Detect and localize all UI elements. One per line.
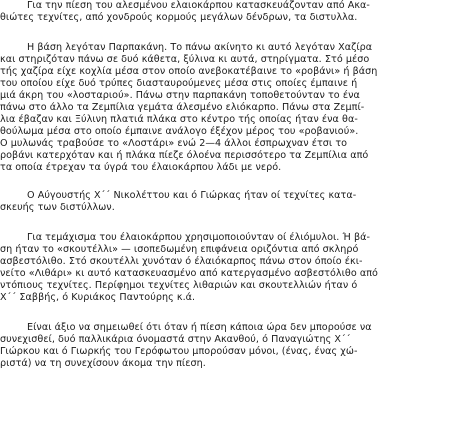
text-line: και στηριζόταν πάνω σε δυό κάθετα, ξύλινα κι αυτά, στηρίγματα. Στό μέσο xyxy=(0,54,370,65)
text-line: θούλωμα μέσα στο οποίο έμπαινε ανάλογο έξέχον μέρος του «ροβανιού». xyxy=(0,126,359,137)
text-line: τα οποία έτρεχαν τα ύγρά του έλαιοκάρπου λάδι με νερό. xyxy=(0,162,282,173)
text-line: τής χαζίρα είχε κοχλία μέσα στον οποίο ανεβοκατέβαινε το «ροβάνι» ή βάση xyxy=(0,66,378,77)
text-line: του οποίου είχε δυό τρύπες διασταυρούμενες μέσα στις οποίες έμπαινε ή xyxy=(0,78,358,89)
text-line: Ο Αύγουστής Χ΄΄ Νικολέττου και ό Γιώρκας ήταν οί τεχνίτες κατα- xyxy=(27,190,357,201)
text-line: ριστά) να τη συνεχίσουν άκομα την πίεση. xyxy=(0,358,206,369)
text-line: ασβεστόλιθο. Στό σκουτέλλι χυνόταν ό έλαιόκαρπος πάνω στον όποίο έκι- xyxy=(0,256,363,267)
text-line: Για την πίεση του αλεσμένου ελαιοκάρπου κατασκευάζονταν από Ακα- xyxy=(27,0,370,11)
text-line: μιά άκρη του «λοσταριού». Πάνω στην παρπακάνη τοποθετούνταν το ένα xyxy=(0,90,360,101)
text-line: συνεχισθεί, δυό παλλικάρια όνομαστά στην Ακανθού, ό Παναγιώτης Χ΄΄ xyxy=(0,334,351,345)
text-line: Για τεμάχισμα του έλαιοκάρπου χρησιμοποιούνταν οί έλιόμυλοι. Ή βά- xyxy=(27,232,371,243)
text-line: Είναι άξιο να σημειωθεί ότι όταν ή πίεση κάποια ώρα δεν μπορούσε να xyxy=(27,322,372,333)
text-line: πάνω στο άλλο τα Ζεμπίλια γεμάτα άλεσμένο ελιόκαρπο. Πάνω στα Ζεμπί- xyxy=(0,102,365,113)
text-line: ροβάνι κατερχόταν και ή πλάκα πίεζε όλοένα περισσότερο τα Ζεμπίλια από xyxy=(0,150,369,161)
text-line: Γιώρκου και ό Γιωρκής του Γερόφωτου μπορούσαν μόνοι, (ένας, ένας χώ- xyxy=(0,346,358,357)
text-line: σκευής των διστύλλων. xyxy=(0,202,115,213)
text-line: ση ήταν το «σκουτέλλι» — ισοπεδωμένη επιφάνεια οριζόντια από σκληρό xyxy=(0,244,359,255)
text-line: νείτο «Λιθάρι» κι αυτό κατασκευασμένο από κατεργασμένο ασβεστόλιθο από xyxy=(0,268,378,279)
text-line: ντόπιους τεχνίτες. Περίφημοι τεχνίτες λιθαριών και σκουτελλιών ήταν ό xyxy=(0,280,358,291)
text-line: θιώτες τεχνίτες, από χονδρούς κορμούς μεγάλων δένδρων, τα διστυλλα. xyxy=(0,12,358,23)
text-line: Η βάση λεγόταν Παρπακάνη. Το πάνω ακίνητο κι αυτό λεγόταν Χαζίρα xyxy=(27,42,373,53)
text-line: Ο μυλωνάς τραβούσε το «Λοστάρι» ενώ 2—4 άλλοι έσπρωχναν έτσι το xyxy=(0,138,348,149)
text-line: Χ΄΄ Σαββής, ό Κυριάκος Παντούρης κ.ά. xyxy=(0,292,196,303)
text-line: λια έβαζαν και Ξύλινη πλατιά πλάκα στο κέντρο τής οποίας ήταν ένα θα- xyxy=(0,114,358,125)
